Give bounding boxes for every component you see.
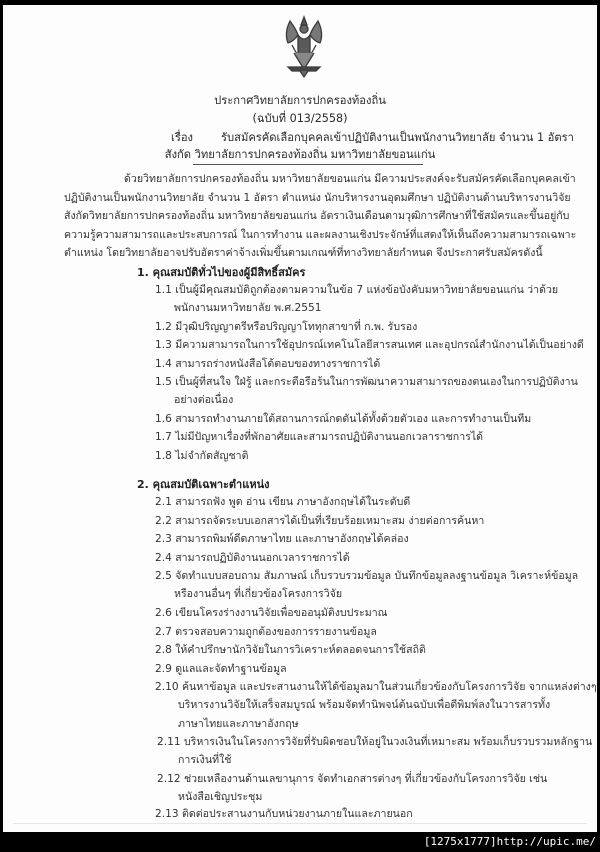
list-item: 2.11 บริหารเงินในโครงการวิจัยที่รับผิดชอบให้อยู่ในวงเงินที่เหมาะสม พร้อมเก็บรวบรวมหลักฐาน [157, 736, 593, 748]
subject-line-2: สังกัด วิทยาลัยการปกครองท้องถิ่น มหาวิทยาลัยขอนแก่น [164, 148, 436, 161]
subject-line-1: รับสมัครคัดเลือกบุคคลเข้าปฏิบัติงานเป็นพนักงานวิทยาลัย จำนวน 1 อัตรา [221, 131, 574, 144]
intro-line: ด้วยวิทยาลัยการปกครองท้องถิ่น มหาวิทยาลัยขอนแก่น มีความประสงค์จะรับสมัครคัดเลือกบุคคลเข้า [124, 173, 576, 185]
list-item: 2.3 สามารถพิมพ์ดีดภาษาไทย และภาษาอังกฤษได้คล่อง [155, 533, 409, 545]
section-2-title: 2. คุณสมบัติเฉพาะตำแหน่ง [137, 478, 270, 491]
list-item-continuation: บริหารงานวิจัยให้เสร็จสมบูรณ์ พร้อมจัดทำนิพจน์ต้นฉบับเพื่อตีพิมพ์ลงในวารสารทั้ง [178, 699, 551, 711]
list-item: 1.8 ไม่จำกัดสัญชาติ [155, 450, 249, 462]
list-item: 1.5 เป็นผู้ที่สนใจ ใฝ่รู้ และกระตือรือร้นในการพัฒนาความสามารถของตนเองในการปฏิบัติงาน [155, 376, 578, 388]
intro-line: ความรู้ความสามารถและประสบการณ์ ในการทำงาน และผลงานเชิงประจักษ์ที่แสดงให้เห็นถึงความสามารถเฉพาะ [64, 228, 577, 241]
intro-paragraph [64, 170, 577, 263]
document-page [3, 5, 597, 832]
page-bottom-rule [13, 823, 587, 824]
list-item-continuation: การเงินที่ใช้ [178, 754, 232, 766]
list-item: 1.1 เป็นผู้มีคุณสมบัติถูกต้องตามความในข้อ 7 แห่งข้อบังคับมหาวิทยาลัยขอนแก่น ว่าด้วย [155, 284, 559, 296]
list-item: 2.1 สามารถฟัง พูด อ่าน เขียน ภาษาอังกฤษได้ในระดับดี [155, 496, 411, 508]
list-item-continuation: พนักงานมหาวิทยาลัย พ.ศ.2551 [174, 302, 322, 314]
subject-label: เรื่อง [171, 131, 194, 144]
list-item: 1.6 สามารถทำงานภายใต้สถานการณ์กดดันได้ทั้งด้วยตัวเอง และการทำงานเป็นทีม [155, 413, 532, 425]
garuda-emblem-icon [280, 13, 328, 79]
list-item: 2.12 ช่วยเหลืองานด้านเลขานุการ จัดทำเอกสารต่างๆ ที่เกี่ยวข้องกับโครงการวิจัย เช่น [157, 773, 548, 785]
list-item: 2.4 สามารถปฏิบัติงานนอกเวลาราชการได้ [155, 552, 350, 564]
list-item-continuation: อย่างต่อเนื่อง [174, 394, 234, 406]
list-item: 2.2 สามารถจัดระบบเอกสารได้เป็นที่เรียบร้อยเหมาะสม ง่ายต่อการค้นหา [155, 515, 485, 527]
list-item: 2.10 ค้นหาข้อมูล และประสานงานให้ได้ข้อมูลมาในส่วนเกี่ยวข้องกับโครงการวิจัย จากแหล่งต่างๆ [155, 681, 597, 693]
list-item: 2.5 จัดทำแบบสอบถาม สัมภาษณ์ เก็บรวบรวมข้อมูล บันทึกข้อมูลลงฐานข้อมูล วิเคราะห์ข้อมูล [155, 570, 579, 582]
list-item-continuation: ภาษาไทยและภาษาอังกฤษ [178, 718, 299, 730]
list-item: 2.7 ตรวจสอบความถูกต้องของการรายงานข้อมูล [155, 626, 377, 638]
list-item: 1.7 ไม่มีปัญหาเรื่องที่พักอาศัยและสามารถปฏิบัติงานนอกเวลาราชการได้ [155, 431, 484, 443]
intro-line: สังกัดวิทยาลัยการปกครองท้องถิ่น มหาวิทยาลัยขอนแก่น อัตราเงินเดือนตามวุฒิการศึกษาที่ใช้สมัครและขึ้นอยู่กับ [64, 210, 570, 223]
list-item: 1.2 มีวุฒิปริญญาตรีหรือปริญญาโททุกสาขาที่ ก.พ. รับรอง [155, 321, 418, 333]
intro-line: ปฏิบัติงานเป็นพนักงานวิทยาลัย จำนวน 1 อัตรา ตำแหน่ง นักบริหารงานอุดมศึกษา ปฏิบัติงานด้านบริหารงานวิจัย [64, 191, 571, 204]
list-item: 2.9 ดูแลและจัดทำฐานข้อมูล [155, 663, 287, 675]
watermark-text: [1275x1777]http://upic.me/ [423, 835, 596, 848]
intro-line: ตำแหน่ง โดยวิทยาลัยอาจปรับอัตราค่าจ้างเพิ่มขึ้นตามเกณฑ์ที่ทางวิทยาลัยกำหนด จึงประกาศรับสมัครดังนี้ [64, 247, 543, 260]
list-item: 2.8 ให้คำปรึกษานักวิจัยในการวิเคราะห์ตลอดจนการใช้สถิติ [155, 644, 426, 656]
section-1-title: 1. คุณสมบัติทั่วไปของผู้มีสิทธิ์สมัคร [137, 266, 306, 279]
list-item: 2.6 เขียนโครงร่างงานวิจัยเพื่อขออนุมัติงบประมาณ [155, 607, 388, 619]
list-item-continuation: หนังสือเชิญประชุม [178, 791, 263, 803]
list-item: 2.13 ติดต่อประสานงานกับหน่วยงานภายในและภายนอก [155, 808, 413, 820]
header-divider [193, 164, 423, 165]
image-watermark-bar [0, 832, 600, 852]
list-item-continuation: หรืองานอื่นๆ ที่เกี่ยวข้องโครงการวิจัย [174, 588, 343, 600]
list-item: 1.4 สามารถร่างหนังสือโต้ตอบของทางราชการได้ [155, 358, 381, 370]
announcement-heading: ประกาศวิทยาลัยการปกครองท้องถิ่น [214, 94, 386, 107]
list-item: 1.3 มีความสามารถในการใช้อุปกรณ์เทคโนโลยีสารสนเทศ และอุปกรณ์สำนักงานได้เป็นอย่างดี [155, 339, 584, 351]
announcement-number: (ฉบับที่ 013/2558) [252, 112, 348, 125]
